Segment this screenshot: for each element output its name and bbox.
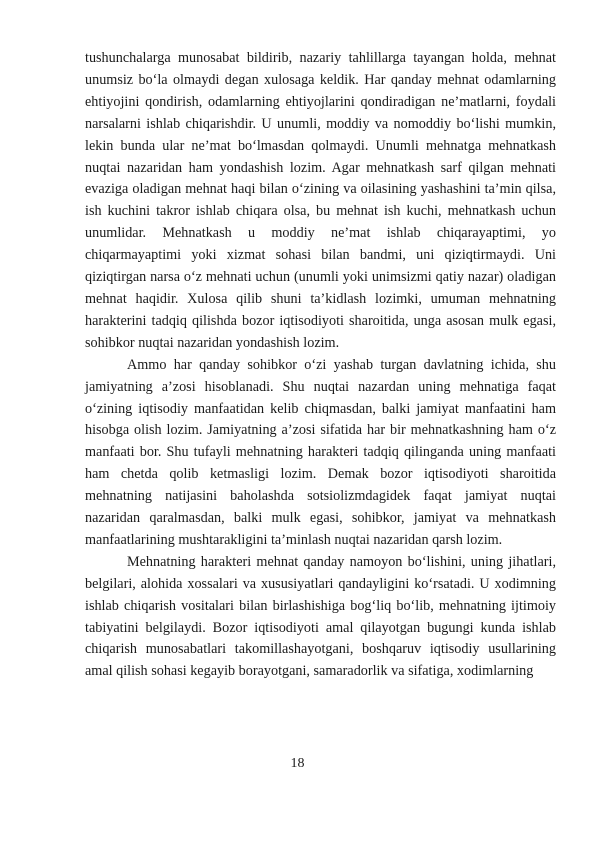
page-number: 18 (290, 756, 305, 771)
body-text (85, 48, 556, 683)
paragraph-2: Ammo har qanday sohibkor o‘zi yashab turgan davlatning ichida, shu jamiyatning a’zosi hisoblanadi. Shu nuqtai nazardan uning mehnatiga faqat o‘zining iqtisodiy manfaatidan kelib chiqmasdan, balki jamiyat manfaatini ham hisobga olish lozim. Jamiyatning a’zosi sifatida har bir mehnatkashning ham o‘z manfaati bor. Shu tufayli mehnatning harakteri tadqiq qilinganda uning manfaati ham chetda qolib ketmasligi lozim. Demak bozor iqtisodiyoti sharoitida mehnatning natijasini baholashda sotsiolizmdagidek faqat jamiyat nuqtai nazaridan qaralmasdan, balki mulk egasi, sohibkor, jamiyat va mehnatkash manfaatlarining mushtarakligini ta’minlash nuqtai nazaridan qarsh lozim. (85, 356, 556, 548)
paragraph-3: Mehnatning harakteri mehnat qanday namoyon bo‘lishini, uning jihatlari, belgilari, alohida xossalari va xususiyatlari qandayligini ko‘rsatadi. U xodimning ishlab chiqarish vositalari bilan birlashishiga bog‘liq bo‘lib, mehnatning ijtimoiy tabiyatini belgilaydi. Bozor iqtisodiyoti amal qilayotgan bugungi kunda ishlab chiqarish munosabatlari takomillashayotgani, boshqaruv iqtisodiy usullarining amal qilish sohasi kegayib borayotgani, samaradorlik va sifatiga, xodimlarning (85, 553, 556, 680)
paragraph-1: tushunchalarga munosabat bildirib, nazariy tahlillarga tayangan holda, mehnat unumsiz bo‘la olmaydi degan xulosaga keldik. Har qanday mehnat odamlarning ehtiyojini qondirish, odamlarning ehtiyojlarini qondiradigan ne’matlarni, foydali narsalarni ishlab chiqarishdir. U unumli, moddiy va nomoddiy bo‘lishi mumkin, lekin bunda ular ne’mat bo‘lmasdan qolmaydi. Unumli mehnatga mehnatkash nuqtai nazaridan ham yondashish lozim. Agar mehnatkash sarf qilgan mehnati evaziga oladigan mehnat haqi bilan o‘zining va oilasining yashashini ta’min qilsa, ish kuchini takror ishlab chiqara olsa, bu mehnat ish kuchi, mehnatkash uchun unumlidar. Mehnatkash u moddiy ne’mat ishlab chiqarayaptimi, yo chiqarmayaptimi yoki xizmat sohasi bilan bandmi, uni qiziqtirmaydi. Uni qiziqtirgan narsa o‘z mehnati uchun (unumli yoki unimsizmi qatiy nazar) oladigan mehnat haqidir. Xulosa qilib shuni ta’kidlash lozimki, umuman mehnatning harakterini tadqiq qilishda bozor iqtisodiyoti sharoitida, unga asosan mulk egasi, sohibkor nuqtai nazaridan yondashish lozim. (85, 50, 556, 351)
